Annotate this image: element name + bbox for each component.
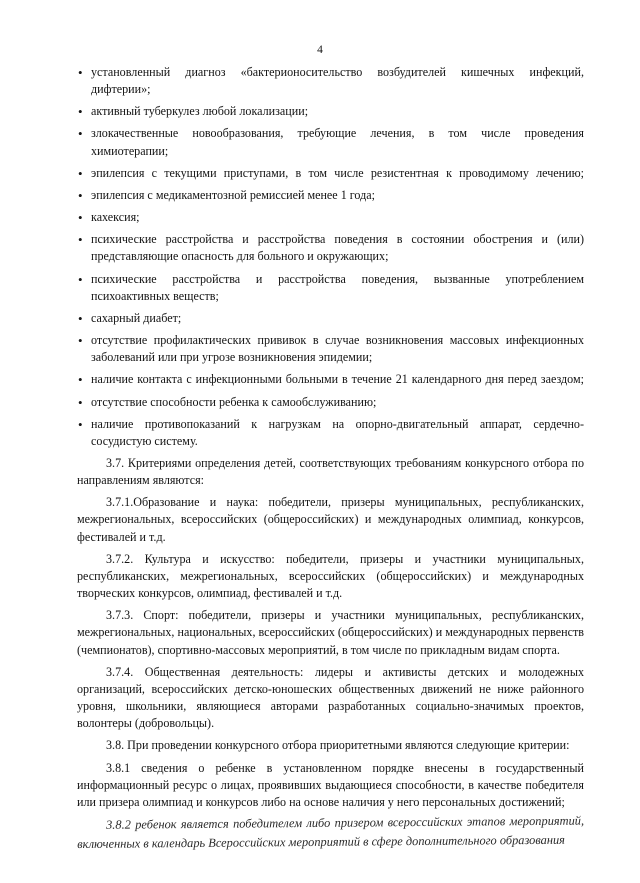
list-item: • отсутствие способности ребенка к самообслуживанию; — [77, 394, 584, 411]
paragraph-3-7: 3.7. Критериями определения детей, соответствующих требованиям конкурсного отбора по направлениям являются: — [77, 456, 584, 488]
paragraph-3-8-2: 3.8.2 ребенок является победителем либо призером всероссийских этапов мероприятий, включенных в календарь Всероссийских мероприятий в сфере дополнительного образования — [77, 813, 585, 852]
page-body — [77, 64, 584, 859]
contraindications-list — [77, 64, 584, 450]
list-item: • психические расстройства и расстройства поведения, вызванные употреблением психоактивных веществ; — [77, 271, 584, 305]
paragraph-3-8-1: 3.8.1 сведения о ребенке в установленном порядке внесены в государственный информационный ресурс о лицах, проявивших выдающиеся способности, в качестве победителя или призера олимпиад и конкурсов либо на основе наличия у него персональных достижений; — [77, 760, 584, 809]
paragraph-3-8: 3.8. При проведении конкурсного отбора приоритетными являются следующие критерии: — [106, 738, 570, 753]
list-item: • наличие контакта с инфекционными больными в течение 21 календарного дня перед заездом; — [77, 371, 584, 388]
list-item: • эпилепсия с текущими приступами, в том числе резистентная к проводимому лечению; — [77, 165, 584, 182]
paragraph-3-7-3: 3.7.3. Спорт: победители, призеры и участники муниципальных, республиканских, межрегиональных, национальных, всероссийских (общероссийских) и международных первенств (чемпионатов), спортивно-массовых мероприятий, в том числе по прикладным видам спорта. — [77, 608, 584, 657]
list-item: • активный туберкулез любой локализации; — [77, 103, 584, 120]
list-item: • наличие противопоказаний к нагрузкам на опорно-двигательный аппарат, сердечно-сосудистую систему. — [77, 416, 584, 450]
list-item: • злокачественные новообразования, требующие лечения, в том числе проведения химиотерапии; — [77, 125, 584, 159]
paragraph-3-7-2: 3.7.2. Культура и искусство: победители, призеры и участники муниципальных, республиканских, межрегиональных, всероссийских (общероссийских) и международных творческих конкурсов, олимпиад, фестивалей и т.д. — [77, 551, 584, 601]
paragraph-3-7-4: 3.7.4. Общественная деятельность: лидеры и активисты детских и молодежных организаций, всероссийских детско-юношеских общественных движений не ниже районного уровня, школьники, являющиеся авторами разработанных социально-значимых проектов, волонтеры (добровольцы). — [77, 664, 584, 731]
list-item: • психические расстройства и расстройства поведения в состоянии обострения и (или) представляющие опасность для больного и окружающих; — [77, 231, 584, 265]
paragraph-3-7-1: 3.7.1.Образование и наука: победители, призеры муниципальных, республиканских, межрегиональных, всероссийских (общероссийских) и международных олимпиад, конкурсов, фестивалей и т.д. — [77, 495, 584, 544]
list-item: • кахексия; — [77, 209, 584, 226]
list-item: • отсутствие профилактических прививок в случае возникновения массовых инфекционных заболеваний или при угрозе возникновения эпидемии; — [77, 332, 584, 366]
list-item: • эпилепсия с медикаментозной ремиссией менее 1 года; — [77, 187, 584, 204]
page-number: 4 — [317, 44, 323, 56]
list-item: • установленный диагноз «бактерионосительство возбудителей кишечных инфекций, дифтерии»; — [77, 64, 584, 98]
list-item: • сахарный диабет; — [77, 310, 584, 327]
